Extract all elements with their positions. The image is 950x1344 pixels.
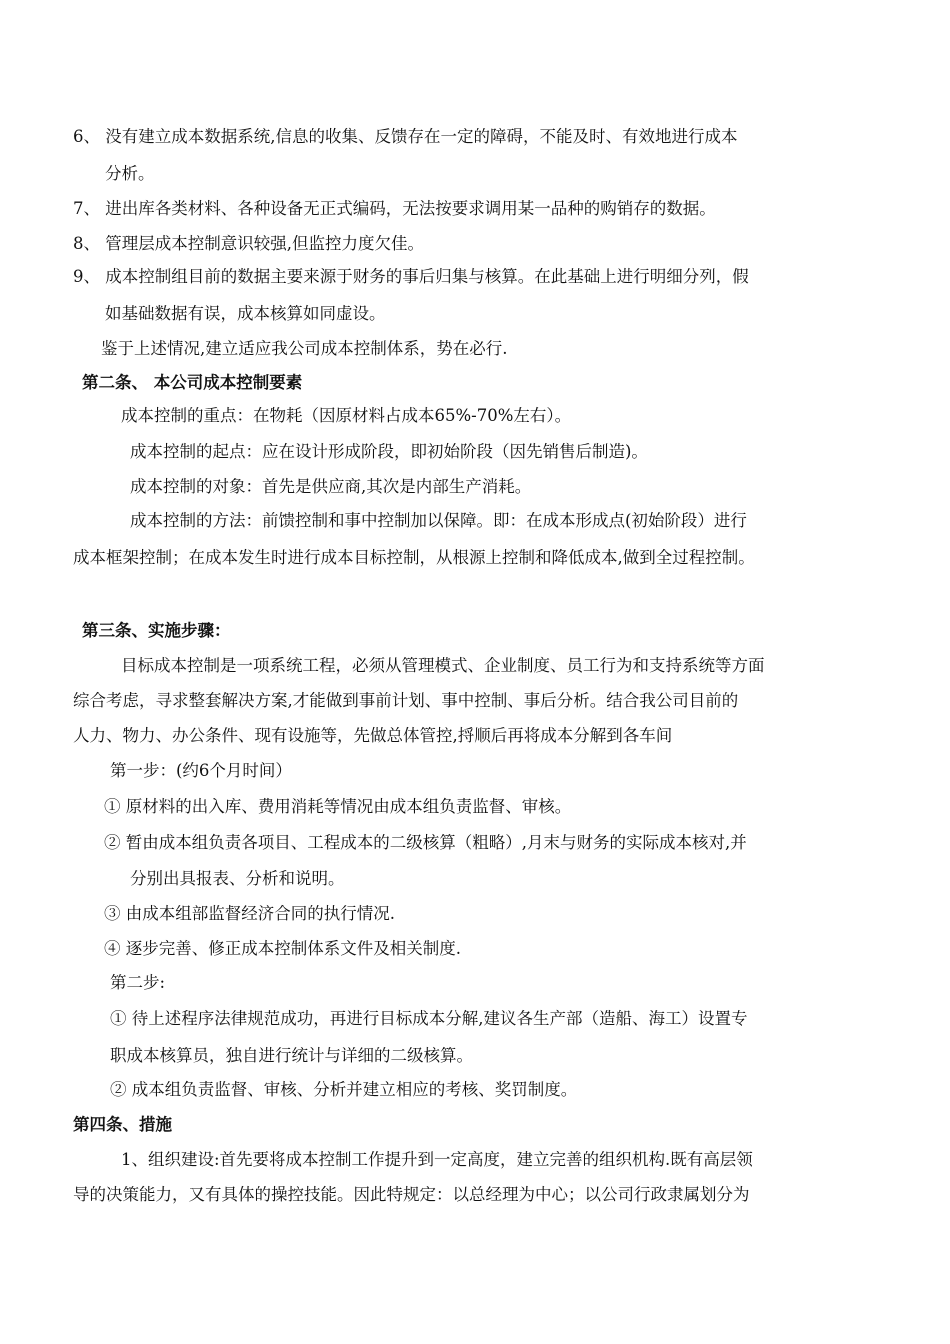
step-2-item-2: ② 成本组负责监督、审核、分析并建立相应的考核、奖罚制度。 [110, 1080, 578, 1099]
item-9-line-2: 如基础数据有误，成本核算如同虚设。 [105, 304, 386, 323]
item-6-line-2: 分析。 [105, 164, 155, 183]
step-1-item-1: ① 原材料的出入库、费用消耗等情况由成本组负责监督、审核。 [104, 797, 572, 816]
control-starting-point: 成本控制的起点：应在设计形成阶段，即初始阶段（因先销售后制造)。 [130, 442, 648, 461]
section-3-para-line-2: 综合考虑，寻求整套解决方案,才能做到事前计划、事中控制、事后分析。结合我公司目前的 [73, 691, 739, 710]
item-7: 7、 进出库各类材料、各种设备无正式编码，无法按要求调用某一品种的购销存的数据。 [73, 199, 716, 218]
step-1-heading: 第一步：(约6个月时间） [110, 761, 292, 780]
control-objects: 成本控制的对象：首先是供应商,其次是内部生产消耗。 [130, 477, 532, 496]
section-4-heading: 第四条、措施 [73, 1115, 172, 1134]
item-9-line-1: 9、 成本控制组目前的数据主要来源于财务的事后归集与核算。在此基础上进行明细分列，假 [73, 267, 749, 286]
section-4-para-line-2: 导的决策能力，又有具体的操控技能。因此特规定：以总经理为中心；以公司行政隶属划分为 [73, 1185, 750, 1204]
step-1-item-2-line-2: 分别出具报表、分析和说明。 [130, 869, 345, 888]
control-method-line-2: 成本框架控制；在成本发生时进行成本目标控制，从根源上控制和降低成本,做到全过程控制。 [73, 548, 755, 567]
conclusion-paragraph: 鉴于上述情况,建立适应我公司成本控制体系，势在必行. [101, 339, 508, 358]
section-2-heading: 第二条、 本公司成本控制要素 [82, 373, 303, 392]
section-4-para-line-1: 1、组织建设:首先要将成本控制工作提升到一定高度，建立完善的组织机构.既有高层领 [121, 1150, 753, 1169]
step-2-item-1-line-1: ① 待上述程序法律规范成功，再进行目标成本分解,建议各生产部（造船、海工）设置专 [110, 1009, 748, 1028]
step-1-item-4: ④ 逐步完善、修正成本控制体系文件及相关制度. [104, 939, 461, 958]
control-focus: 成本控制的重点：在物耗（因原材料占成本65%-70%左右）。 [121, 406, 572, 425]
step-1-item-2-line-1: ② 暂由成本组负责各项目、工程成本的二级核算（粗略）,月末与财务的实际成本核对,并 [104, 833, 747, 852]
step-1-item-3: ③ 由成本组部监督经济合同的执行情况. [104, 904, 395, 923]
section-3-para-line-1: 目标成本控制是一项系统工程，必须从管理模式、企业制度、员工行为和支持系统等方面 [121, 656, 765, 675]
step-2-heading: 第二步: [110, 973, 166, 992]
section-3-heading: 第三条、实施步骤： [82, 621, 231, 640]
item-8: 8、 管理层成本控制意识较强,但监控力度欠佳。 [73, 234, 424, 253]
item-6-line-1: 6、 没有建立成本数据系统,信息的收集、反馈存在一定的障碍，不能及时、有效地进行成本 [73, 127, 738, 146]
section-3-para-line-3: 人力、物力、办公条件、现有设施等，先做总体管控,捋顺后再将成本分解到各车间 [73, 726, 673, 745]
control-method-line-1: 成本控制的方法：前馈控制和事中控制加以保障。即：在成本形成点(初始阶段）进行 [130, 511, 747, 530]
step-2-item-1-line-2: 职成本核算员，独自进行统计与详细的二级核算。 [110, 1046, 473, 1065]
